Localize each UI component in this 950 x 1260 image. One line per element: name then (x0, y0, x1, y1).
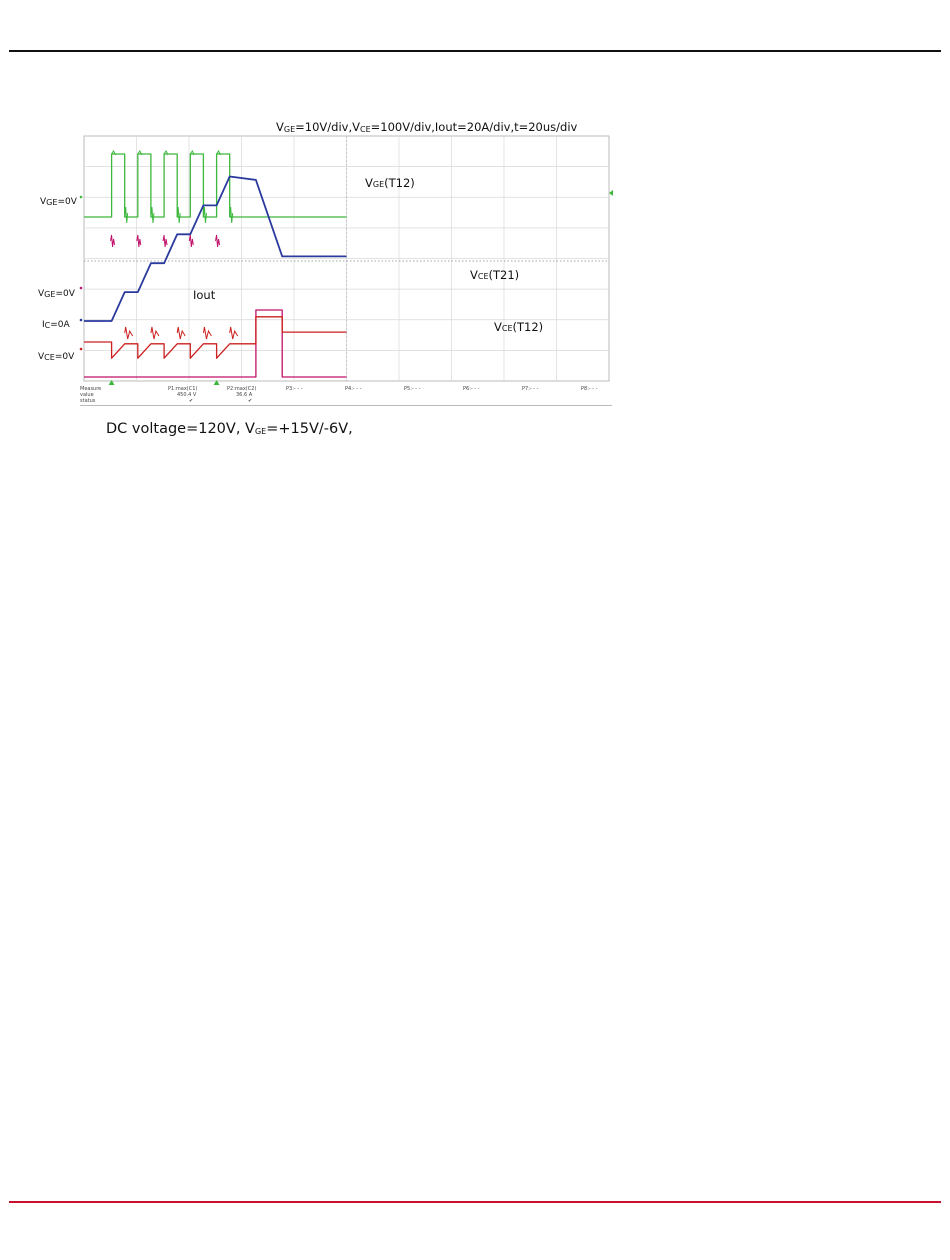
measure-col-label: P2:max(C2) (227, 386, 257, 392)
measure-col-label: P3:- - - (286, 386, 303, 392)
measure-col-label: P5:- - - (404, 386, 421, 392)
measure-col-label: P7:- - - (522, 386, 539, 392)
measure-row (80, 386, 612, 406)
measure-col-value: 450.4 V (177, 392, 197, 398)
measure-col-label: P6:- - - (463, 386, 480, 392)
vge-zero-label-2: VGE=0V (38, 289, 75, 299)
trace-label-iout: Iout (193, 288, 216, 302)
channel-ground-marker (80, 348, 83, 351)
measure-head: value (80, 392, 94, 398)
trace-label-vce-t12: VCE(T12) (494, 320, 544, 334)
trace-label-vge-t12: VGE(T12) (365, 176, 415, 190)
measure-col-label: P4:- - - (345, 386, 362, 392)
figure-caption: DC voltage=120V, VGE=+15V/-6V, (106, 421, 353, 437)
ic-zero-label: IC=0A (42, 320, 70, 330)
trace-label-vce-t21: VCE(T21) (470, 268, 520, 282)
measure-col-check: ✔ (189, 398, 194, 404)
measure-divider (80, 405, 612, 406)
header-rule (9, 50, 941, 52)
measure-col-label: P8:- - - (581, 386, 598, 392)
measure-head: status (80, 398, 96, 404)
channel-ground-marker (80, 287, 83, 290)
vce-zero-label: VCE=0V (38, 352, 75, 362)
footer-rule (9, 1201, 941, 1203)
channel-ground-marker (80, 319, 83, 322)
vge-zero-label-1: VGE=0V (40, 197, 77, 207)
measure-head: Measure (80, 386, 102, 392)
measure-col-value: 36.6 A (236, 392, 253, 398)
level-marker (609, 190, 613, 196)
scope-title: VGE=10V/div,VCE=100V/div,Iout=20A/div,t=20us/div (276, 120, 578, 134)
measure-col-label: P1:max(C1) (168, 386, 198, 392)
channel-ground-marker (80, 196, 83, 199)
measure-col-check: ✔ (248, 398, 253, 404)
oscilloscope-chart (75, 133, 615, 388)
